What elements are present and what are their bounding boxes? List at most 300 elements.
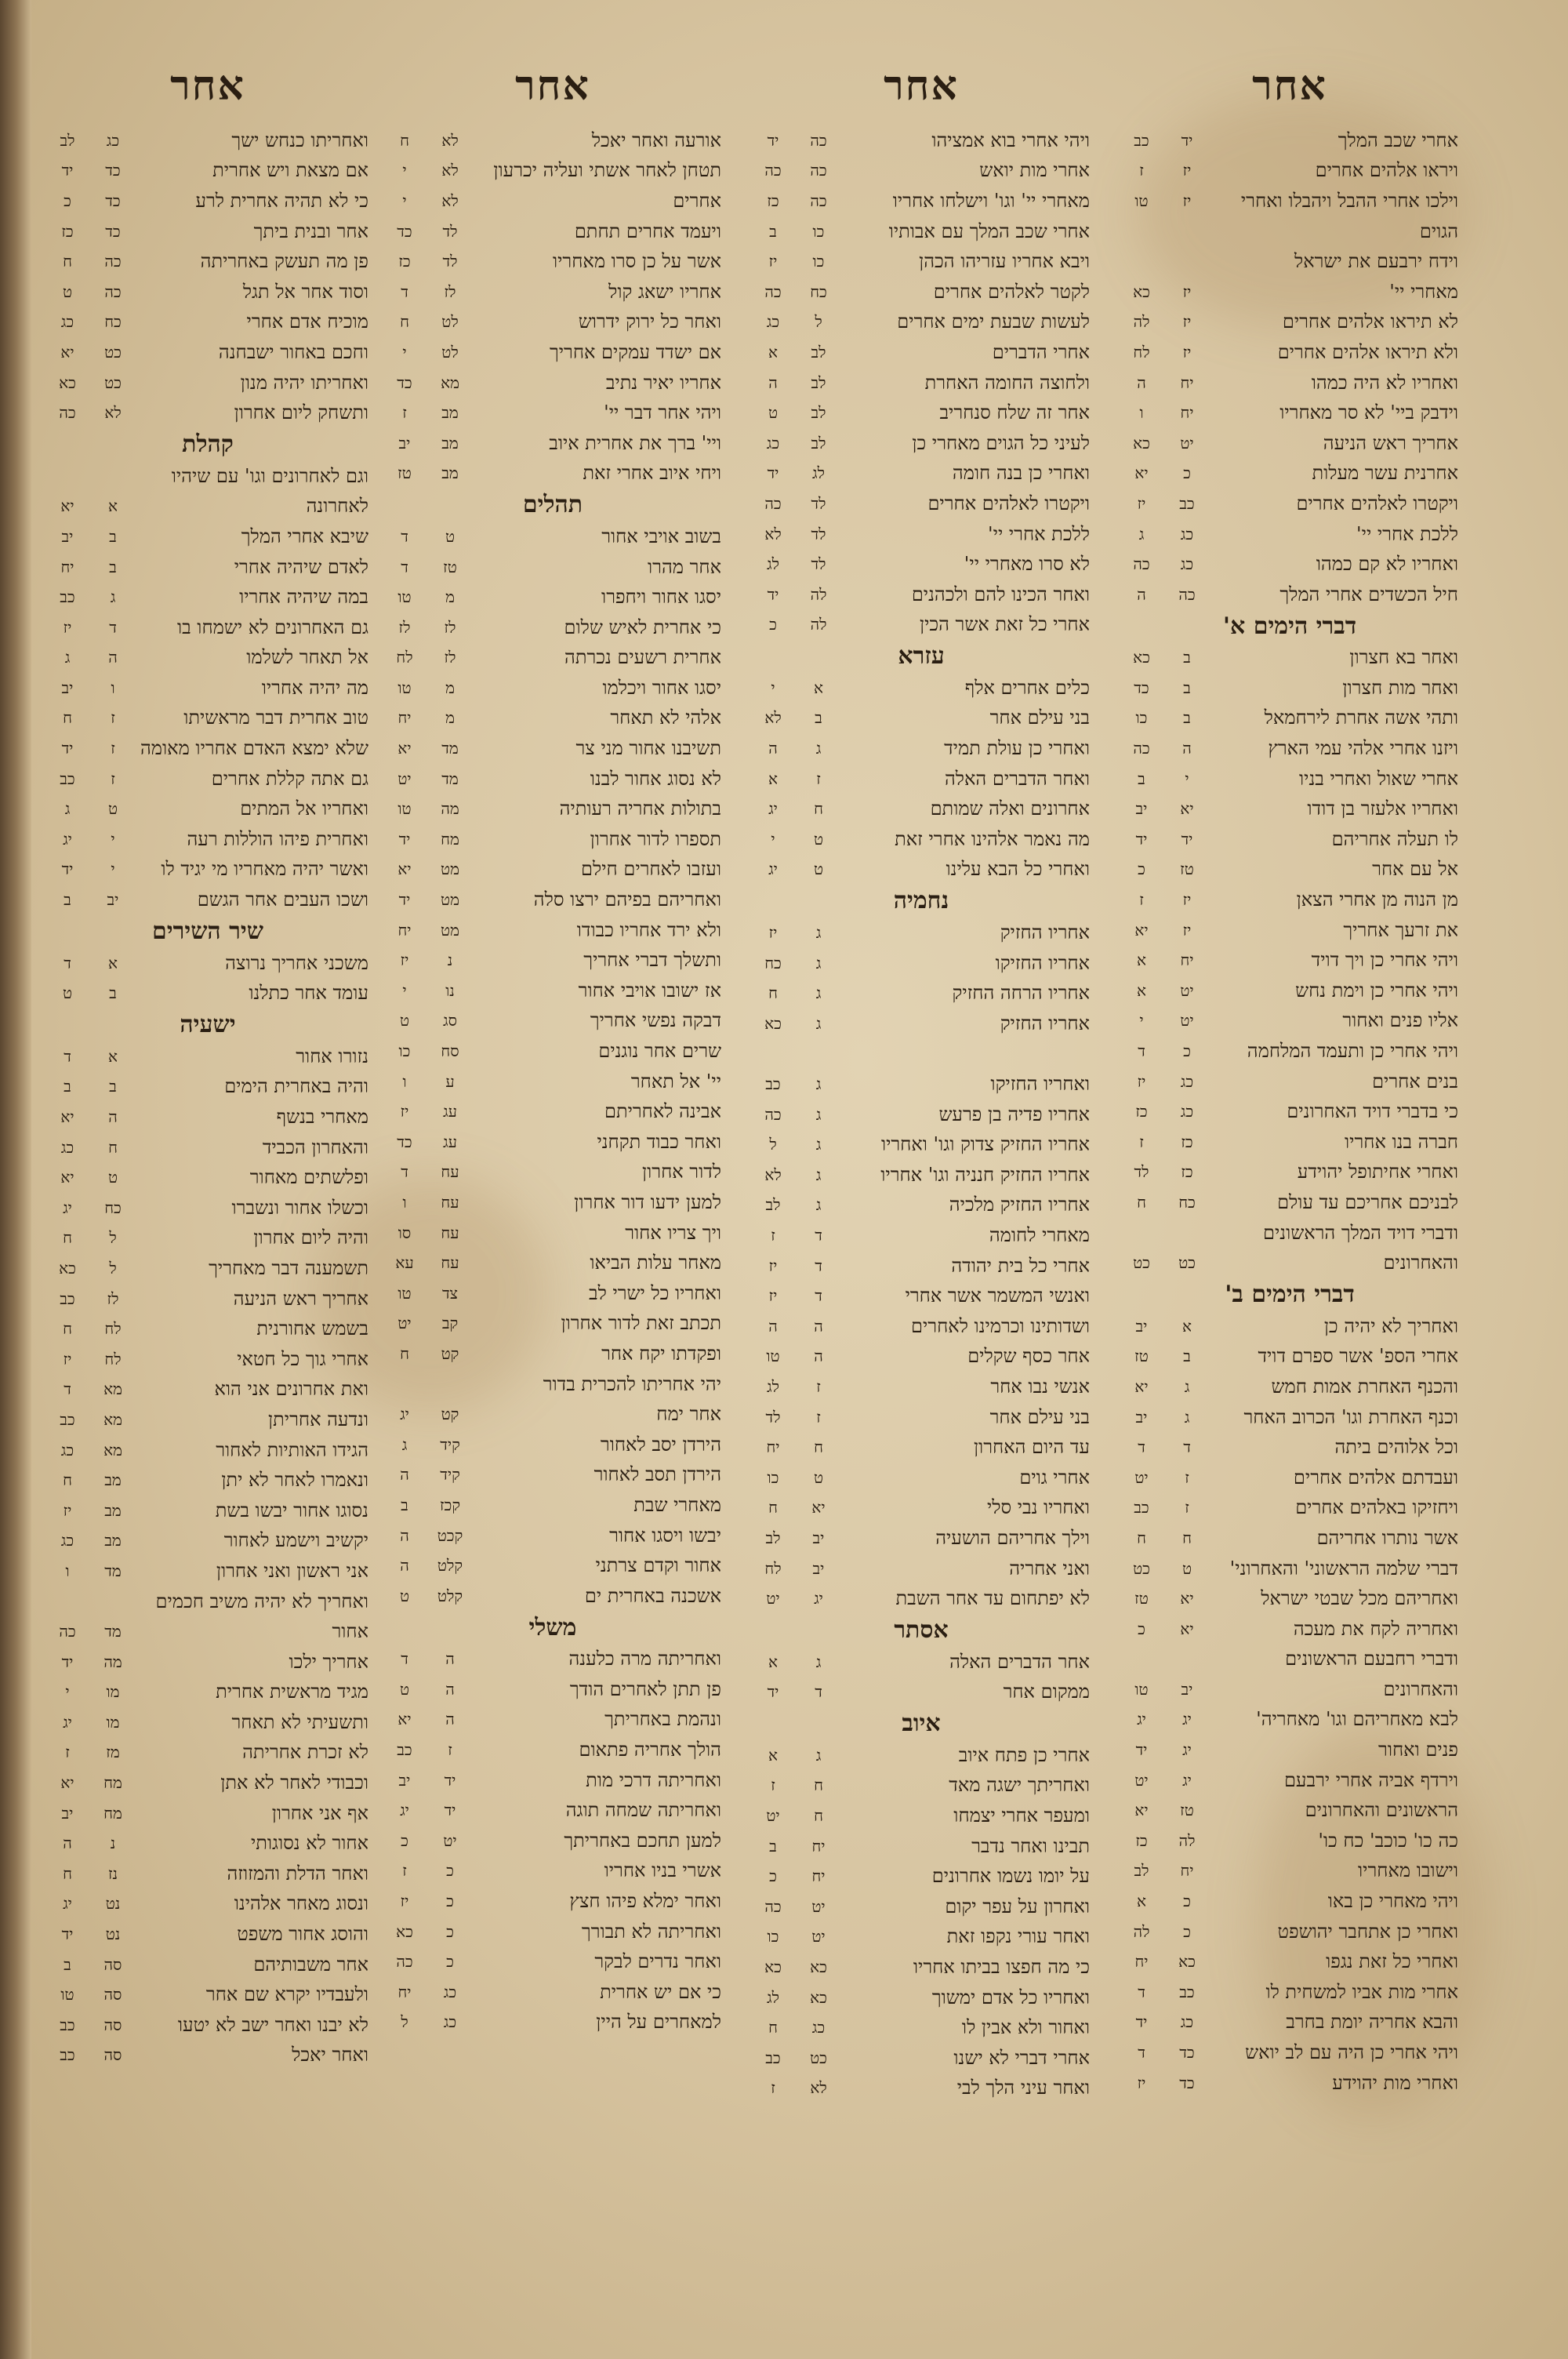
verse-number: יח <box>397 920 412 940</box>
concordance-entry <box>47 855 368 885</box>
verse-number: יא <box>1134 1376 1149 1396</box>
chapter-number: כא <box>810 1987 827 2007</box>
chapter-number: ז <box>111 769 115 788</box>
chapter-number: ז <box>111 739 115 758</box>
verse-number: יג <box>400 1405 409 1424</box>
concordance-entry <box>384 1399 721 1430</box>
entry-text: והיה באחרית הימים <box>224 1075 368 1098</box>
entry-text: אחרי מות יואש <box>979 159 1090 182</box>
verse-number: יא <box>397 860 412 879</box>
verse-number: ה <box>768 739 778 758</box>
chapter-number: כט <box>104 373 122 392</box>
concordance-entry <box>47 1253 368 1284</box>
concordance-entry <box>753 1892 1090 1922</box>
chapter-number: ד <box>1183 1438 1191 1457</box>
concordance-entry <box>753 1190 1090 1221</box>
verse-number: ח <box>768 1498 778 1518</box>
chapter-number: לח <box>104 1349 122 1369</box>
concordance-entry <box>753 1100 1090 1130</box>
entry-text: אחריו פדיה בן פרעש <box>938 1103 1090 1125</box>
verse-number: טו <box>1134 191 1149 210</box>
chapter-number: כב <box>1179 493 1195 513</box>
chapter-number: מו <box>106 1712 120 1732</box>
concordance-entry <box>753 1952 1090 1983</box>
concordance-entry <box>1121 824 1458 855</box>
chapter-number: מב <box>441 403 459 423</box>
verse-number: ד <box>401 282 408 301</box>
concordance-entry <box>384 459 721 489</box>
chapter-number: יח <box>1180 951 1194 970</box>
concordance-entry <box>384 976 721 1006</box>
verse-number: כט <box>1133 1558 1150 1578</box>
entry-text: גם אתה קללת אחרים <box>211 767 368 790</box>
concordance-entry <box>384 1067 721 1097</box>
entry-text: ולא ירד אחריו כבודו <box>576 918 721 941</box>
concordance-entry <box>47 948 368 979</box>
entry-text: לא זכרת אחריתה <box>242 1741 368 1764</box>
entry-text: תבינו ואחר נדבר <box>971 1834 1090 1857</box>
chapter-number: כג <box>1180 554 1194 574</box>
chapter-number: כה <box>104 282 122 301</box>
concordance-entry <box>1121 794 1458 824</box>
chapter-number: ל <box>109 1228 117 1248</box>
entry-text: אחר משבותיהם <box>253 1953 368 1976</box>
entry-text: ללכת אחרי יי' <box>988 522 1090 545</box>
chapter-number: כג <box>1180 2012 1194 2032</box>
concordance-entry <box>47 978 368 1009</box>
entry-text: כי בדברי דויד האחרונים <box>1287 1100 1458 1123</box>
chapter-number: יח <box>811 1866 826 1886</box>
verse-number: יז <box>768 923 778 943</box>
verse-number: ו <box>402 1071 407 1091</box>
entry-text: ויהי אחרי כן היה עם לב יואש <box>1245 2041 1458 2064</box>
entry-text: וסוד אחר אל תגל <box>242 280 368 303</box>
chapter-number: כג <box>811 2018 826 2037</box>
concordance-entry <box>753 186 1090 216</box>
verse-number: לז <box>398 617 411 637</box>
verse-number: טז <box>1134 1347 1149 1366</box>
verse-number: יז <box>1137 2073 1146 2092</box>
concordance-entry <box>384 1430 721 1460</box>
verse-number: ג <box>64 648 71 667</box>
verse-number: כו <box>1135 708 1148 728</box>
chapter-number: יח <box>1180 1861 1194 1881</box>
chapter-number: ח <box>1182 1528 1192 1547</box>
concordance-entry <box>753 246 1090 277</box>
chapter-number: יא <box>1180 1589 1194 1608</box>
concordance-entry <box>384 915 721 946</box>
concordance-entry <box>384 1917 721 1947</box>
verse-number: יג <box>768 799 778 819</box>
verse-number: יח <box>766 1438 780 1457</box>
verse-number: לג <box>767 1376 779 1396</box>
chapter-number: קכז <box>439 1495 461 1514</box>
entry-text: לא סרו מאחרי יי' <box>964 553 1090 576</box>
entry-text: אם ישדד עמקים אחריך <box>549 340 721 363</box>
entry-text: יסגו אחור ויכלמו <box>602 676 721 699</box>
chapter-number: א <box>813 678 823 697</box>
entry-text: והוסג אחור משפט <box>237 1923 368 1946</box>
verse-number: יח <box>1134 1952 1149 1972</box>
entry-text: וידבק ביי' לא סר מאחריו <box>1279 402 1458 424</box>
entry-text: אחרים <box>673 189 721 212</box>
chapter-number: כח <box>810 282 827 301</box>
chapter-number: סה <box>103 2045 122 2065</box>
concordance-entry <box>1121 1311 1458 1342</box>
entry-text: לבניכם אחריכם עד עולם <box>1277 1190 1458 1213</box>
chapter-number: מד <box>441 769 459 788</box>
concordance-entry <box>1121 1096 1458 1127</box>
concordance-entry <box>753 1281 1090 1311</box>
entry-text: לא תיראו אלהים אחרים <box>1282 311 1458 333</box>
entry-text: יבשו ויסגו אחור <box>609 1524 721 1547</box>
verse-number: כו <box>398 1041 411 1061</box>
concordance-entry <box>47 1677 368 1708</box>
verse-number: יד <box>767 584 779 604</box>
chapter-number: ט <box>1181 1558 1192 1578</box>
chapter-number: מא <box>103 1409 122 1429</box>
verse-number: כו <box>767 1467 779 1487</box>
verse-number: יד <box>767 1682 779 1702</box>
entry-text: ואחריתך ישגה מאד <box>949 1774 1090 1797</box>
entry-text: אלהי לא תאחר <box>610 707 721 729</box>
entry-text: מאחרי שבת <box>633 1493 721 1516</box>
verse-number: כ <box>1138 860 1145 879</box>
verse-number: כה <box>396 1952 413 1972</box>
concordance-entry <box>384 824 721 855</box>
chapter-number: ל <box>815 312 822 332</box>
verse-number: יד <box>61 739 74 758</box>
entry-text: וכשלו אחור ונשברו <box>231 1196 368 1219</box>
chapter-number: עח <box>441 1192 459 1212</box>
verse-number: א <box>768 769 778 788</box>
concordance-entry <box>1121 1067 1458 1097</box>
entry-text: ושכו העבים אחר הגשם <box>197 889 368 911</box>
concordance-entry <box>47 794 368 824</box>
verse-number: יז <box>1137 1071 1146 1091</box>
concordance-entry <box>384 1036 721 1067</box>
entry-text: ונדעה אחריתן <box>268 1408 368 1430</box>
concordance-entry <box>47 552 368 583</box>
verse-number: ח <box>768 983 778 1003</box>
verse-number: לב <box>765 1195 781 1215</box>
entry-text: ויהי אחרי בוא אמציהו <box>931 129 1090 151</box>
entry-text: יקשיב וישמע לאחור <box>223 1529 368 1552</box>
concordance-entry <box>753 459 1090 489</box>
verse-number: טו <box>60 1985 74 2005</box>
verse-number: כא <box>396 1921 413 1941</box>
verse-number: ז <box>1139 1132 1144 1151</box>
concordance-entry <box>47 1162 368 1193</box>
verse-number: י <box>771 678 775 697</box>
entry-text: אחרי שכב המלך עם אבותיו <box>888 220 1090 242</box>
concordance-entry <box>47 885 368 915</box>
concordance-entry <box>384 1309 721 1339</box>
concordance-entry <box>1121 1674 1458 1705</box>
chapter-number: עח <box>441 1223 459 1242</box>
concordance-entry <box>1121 1372 1458 1402</box>
concordance-entry <box>384 1977 721 2008</box>
chapter-number: ב <box>1183 1347 1191 1366</box>
concordance-entry <box>1121 1614 1458 1645</box>
verse-number: ז <box>1139 161 1144 180</box>
chapter-number: קט <box>441 1343 459 1363</box>
verse-number: טו <box>397 587 412 607</box>
verse-number: ט <box>768 403 779 423</box>
chapter-number: ג <box>815 1195 822 1215</box>
chapter-number: כו <box>812 221 825 241</box>
entry-text: והבא אחריה יומת בחרב <box>1286 2011 1458 2034</box>
concordance-entry <box>1121 1645 1458 1675</box>
chapter-number: לד <box>442 252 458 271</box>
chapter-number: נט <box>105 1925 121 1944</box>
verse-number: ז <box>771 1225 775 1245</box>
concordance-entry <box>47 1223 368 1254</box>
verse-number: יא <box>1134 920 1149 940</box>
verse-number: לח <box>764 1558 782 1578</box>
entry-text: אל תאחר לשלמו <box>246 646 368 669</box>
entry-text: ואחר עורי נקפו זאת <box>946 1925 1090 1948</box>
chapter-number: קלט <box>437 1556 463 1576</box>
concordance-entry <box>1121 1705 1458 1736</box>
concordance-entry <box>384 1826 721 1856</box>
chapter-number: כד <box>1179 2073 1195 2092</box>
chapter-number: מ <box>445 678 455 697</box>
entry-text: אחריו ישאג קול <box>608 280 721 303</box>
chapter-number: יח <box>1180 373 1194 392</box>
entry-text: אחר מהרו <box>648 555 721 578</box>
chapter-number: יז <box>1182 342 1192 362</box>
entry-text: לא יפתחום עד אחר השבת <box>895 1587 1090 1610</box>
chapter-number: יט <box>1180 1011 1194 1030</box>
verse-number: טו <box>1134 1679 1149 1699</box>
entry-text: מגיד מראשית אחרית <box>216 1681 368 1703</box>
concordance-entry <box>1121 764 1458 794</box>
book-heading: נחמיה <box>893 887 949 915</box>
chapter-number: עג <box>443 1102 457 1121</box>
concordance-entry <box>753 1463 1090 1493</box>
entry-text: ללכת אחרי יי' <box>1356 522 1458 545</box>
chapter-number: לב <box>811 433 826 453</box>
book-heading: אסתר <box>894 1616 949 1644</box>
verse-number: ח <box>400 312 409 332</box>
entry-text: בני עילם אחר <box>989 707 1090 729</box>
concordance-entry <box>384 612 721 643</box>
entry-text: שלא ימצא האדם אחריו מאומה <box>140 737 368 760</box>
concordance-entry <box>753 216 1090 247</box>
chapter-number: כ <box>446 1952 454 1972</box>
entry-text: וישובו מאחריו <box>1358 1859 1458 1882</box>
concordance-entry <box>1121 398 1458 428</box>
chapter-number: כ <box>1183 1041 1191 1061</box>
verse-number: כד <box>1134 678 1149 697</box>
verse-number: ג <box>64 799 71 819</box>
concordance-entry <box>47 1314 368 1344</box>
chapter-number: כג <box>443 2012 457 2032</box>
chapter-number: מב <box>441 463 459 483</box>
chapter-number: נז <box>107 1863 118 1883</box>
chapter-number: מב <box>104 1470 122 1490</box>
concordance-entry <box>47 703 368 734</box>
entry-text: ותשחק ליום אחרון <box>234 402 368 424</box>
entry-text: אשר נותרו אחריהם <box>1316 1526 1458 1549</box>
chapter-number: לה <box>1178 1830 1196 1850</box>
verse-number: יז <box>768 1256 778 1275</box>
verse-number: כו <box>767 1927 779 1946</box>
entry-text: ואחריו החזיקו <box>990 1073 1090 1096</box>
verse-number: עא <box>395 1253 414 1273</box>
entry-text: כי מה חפצו בביתו אחריו <box>913 1956 1090 1979</box>
concordance-entry <box>384 703 721 734</box>
concordance-entry <box>753 703 1090 734</box>
concordance-entry <box>384 1278 721 1309</box>
concordance-column-3 <box>384 55 721 2037</box>
entry-text: פן תתן לאחרים הודך <box>569 1677 721 1700</box>
verse-number: יז <box>1137 493 1146 513</box>
concordance-entry <box>753 1493 1090 1524</box>
verse-number: יא <box>397 739 412 758</box>
concordance-entry <box>384 1006 721 1037</box>
entry-text: והכנף האחרת אמות חמש <box>1271 1375 1458 1398</box>
chapter-number: לא <box>104 403 122 423</box>
chapter-number: ז <box>816 769 821 788</box>
verse-number: כא <box>1133 282 1150 301</box>
chapter-number: יג <box>814 1589 823 1608</box>
entry-text: יי' אל תאחר <box>630 1070 721 1092</box>
entry-text: לא יבנו ואחר ישב לא יטעו <box>177 2013 368 2036</box>
entry-text: ואחרי כל הבא עלינו <box>946 858 1090 881</box>
entry-text: ואחרי כן עולת תמיד <box>944 737 1090 760</box>
entry-text: ממקום אחר <box>1003 1681 1090 1703</box>
concordance-entry <box>1121 216 1458 247</box>
entry-text: ויקטרו לאלהים אחרים <box>927 492 1090 514</box>
verse-number: כד <box>397 221 412 241</box>
chapter-number: כה <box>810 130 827 150</box>
chapter-number: מב <box>441 433 459 453</box>
entry-text: ואחריו נבי סלי <box>986 1496 1090 1519</box>
chapter-number: לה <box>810 584 827 604</box>
verse-number: יב <box>398 433 411 453</box>
concordance-entry <box>384 794 721 824</box>
chapter-number: ז <box>448 1740 452 1760</box>
chapter-number: יד <box>444 1770 456 1790</box>
chapter-number: ח <box>814 799 823 819</box>
concordance-entry <box>47 733 368 764</box>
concordance-entry <box>47 1556 368 1587</box>
entry-text: בשמש אחורנית <box>256 1318 368 1340</box>
entry-text: וחכם באחור ישבחנה <box>218 340 368 363</box>
entry-text: דבקה נפשי אחריך <box>590 1009 721 1032</box>
chapter-number: ג <box>815 1652 822 1671</box>
concordance-entry <box>384 1187 721 1218</box>
column-headword: אחר <box>515 62 590 110</box>
chapter-number: סג <box>443 1011 457 1030</box>
verse-number: יט <box>397 1314 412 1333</box>
verse-number: ב <box>64 890 71 910</box>
verse-number: יז <box>768 252 778 271</box>
entry-text: ויזנו אחרי אלהי עמי הארץ <box>1268 737 1458 760</box>
entry-text: כי לא תהיה אחרית לרע <box>195 189 368 212</box>
entry-text: כי אם יש אחרית <box>600 1980 721 2003</box>
verse-number: כז <box>61 221 74 241</box>
entry-text: אל עם אחר <box>1372 858 1458 881</box>
concordance-entry <box>47 1616 368 1647</box>
verse-number: ט <box>399 1679 410 1699</box>
entry-text: עד היום האחרון <box>973 1436 1090 1459</box>
column-headword: אחר <box>170 62 245 110</box>
chapter-number: כט <box>810 2048 827 2067</box>
concordance-entry <box>753 918 1090 948</box>
entry-text: ויי' ברך את אחרית איוב <box>549 431 721 454</box>
entry-text: וילכו אחרי ההבל ויהבלו ואחרי <box>1240 189 1458 212</box>
concordance-entry <box>384 1550 721 1581</box>
chapter-number: א <box>107 953 118 972</box>
entry-text: ונאמרו לאחר לא יתן <box>221 1469 368 1492</box>
concordance-entry <box>384 1795 721 1826</box>
verse-number: ח <box>400 1343 409 1363</box>
verse-number: כה <box>764 1104 782 1124</box>
chapter-number: לה <box>810 615 827 634</box>
concordance-entry <box>753 1677 1090 1708</box>
verse-number: ג <box>401 1434 408 1454</box>
chapter-number: יג <box>1182 1770 1192 1790</box>
verse-number: יז <box>400 951 409 970</box>
entry-text: אחור <box>332 1620 368 1643</box>
chapter-number: מט <box>441 890 459 910</box>
verse-number: לא <box>764 524 782 543</box>
entry-text: נזורו אחור <box>296 1045 368 1067</box>
concordance-entry <box>1121 733 1458 764</box>
entry-text: ויעמד אחרים תחתם <box>574 220 721 242</box>
entry-text: את זרעך אחריך <box>1343 918 1458 941</box>
verse-number: ח <box>400 130 409 150</box>
entry-text: ודברי רחבעם הראשונים <box>1285 1648 1458 1670</box>
entry-text: עומד אחר כתלנו <box>249 982 368 1005</box>
verse-number: יב <box>398 1770 411 1790</box>
concordance-entry <box>1121 337 1458 368</box>
concordance-entry <box>753 764 1090 794</box>
chapter-number: כד <box>105 221 121 241</box>
entry-text: תכתב זאת לדור אחרון <box>561 1312 721 1335</box>
entry-text: ונהמת באחריתך <box>604 1708 721 1731</box>
verse-number: כ <box>64 191 71 210</box>
chapter-number: ב <box>1183 678 1191 697</box>
verse-number: ב <box>769 221 777 241</box>
concordance-entry <box>47 582 368 612</box>
concordance-entry <box>384 643 721 674</box>
entry-text: מה יהיה אחריו <box>261 676 368 699</box>
verse-number: ל <box>401 2012 408 2032</box>
concordance-entry <box>753 1402 1090 1433</box>
verse-number: יג <box>1137 1710 1146 1729</box>
entry-text: אחריו יאיר נתיב <box>605 371 721 394</box>
verse-number: כג <box>60 1531 74 1550</box>
entry-text: לבא מאחריהם וגו' מאחריה' <box>1256 1708 1458 1731</box>
chapter-number: טז <box>443 557 457 576</box>
entry-text: אחריו החזיק <box>1000 1012 1090 1034</box>
chapter-number: לז <box>444 617 456 637</box>
chapter-number: יט <box>811 1896 826 1916</box>
verse-number: כא <box>59 373 76 392</box>
concordance-entry <box>47 1979 368 2010</box>
entry-text: אשכנה באחרית ים <box>584 1584 721 1607</box>
concordance-entry <box>1121 186 1458 216</box>
chapter-number: כג <box>1180 524 1194 543</box>
verse-number: טז <box>397 463 412 483</box>
chapter-number: ב <box>815 708 822 728</box>
verse-number: י <box>402 980 407 1000</box>
verse-number: ה <box>400 1556 409 1576</box>
